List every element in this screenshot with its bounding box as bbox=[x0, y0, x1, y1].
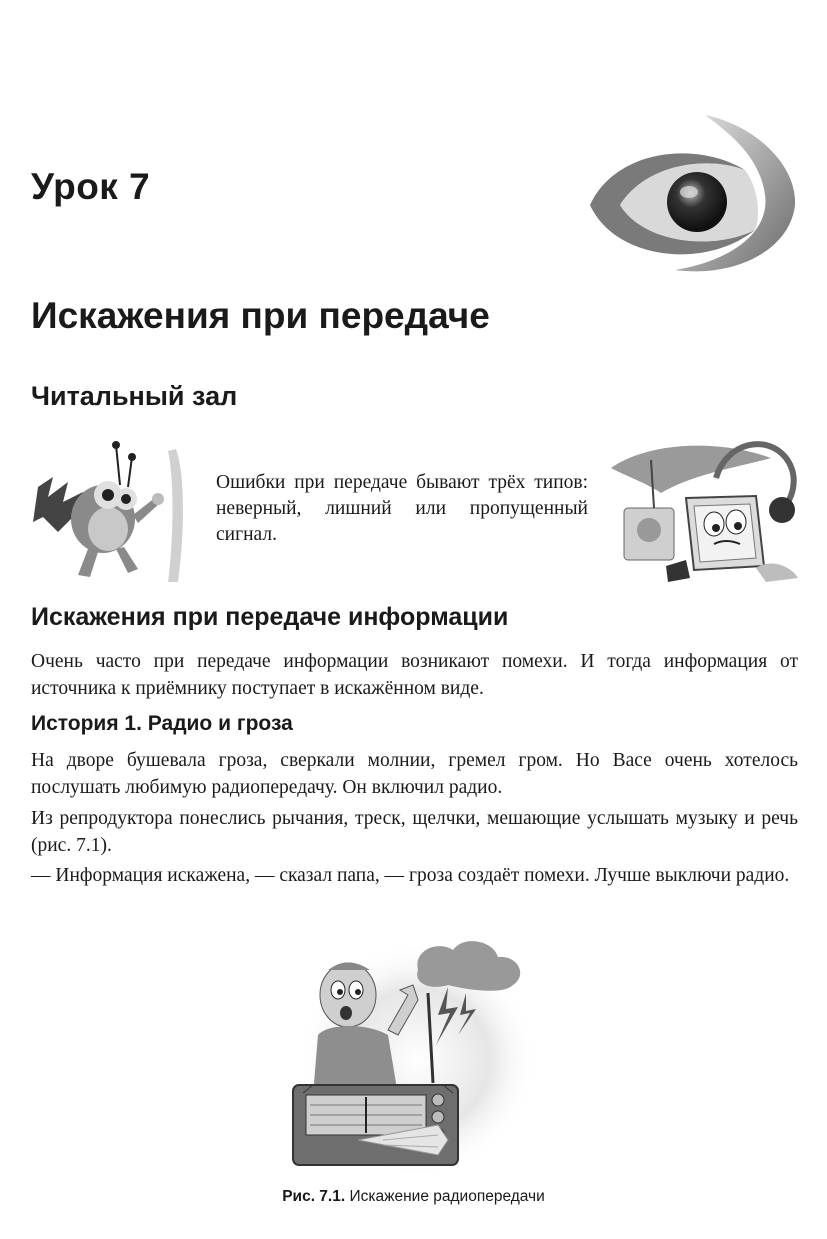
figure-label: Рис. 7.1. bbox=[282, 1188, 346, 1205]
story-title: История 1. Радио и гроза bbox=[31, 712, 293, 735]
section-heading-distortion: Искажения при передаче информации bbox=[31, 603, 509, 631]
computer-character-illustration bbox=[606, 438, 802, 584]
paragraph-2: На дворе бушевала гроза, сверкали молнии, гремел гром. Но Васе очень хотелось послушать любимую радиопередачу. Он включил радио. bbox=[31, 750, 798, 798]
paragraph-4: — Информация искажена, — сказал папа, — гроза создаёт помехи. Лучше выключи радио. bbox=[31, 865, 790, 886]
figure-caption bbox=[0, 1188, 827, 1206]
eye-logo-icon bbox=[585, 110, 800, 280]
hedgehog-illustration bbox=[28, 437, 193, 585]
paragraph-3: Из репродуктора понеслись рычания, треск, щелчки, мешающие услышать музыку и речь (рис. 7.1). bbox=[31, 808, 798, 856]
section-heading-reading: Читальный зал bbox=[31, 381, 238, 411]
page-title: Искажения при передаче bbox=[31, 295, 490, 336]
lesson-label: Урок 7 bbox=[31, 166, 151, 207]
figure-caption-text: Искажение радиопередачи bbox=[349, 1188, 545, 1205]
paragraph-1: Очень часто при передаче информации возникают помехи. И тогда информация от источника к приёмнику поступает в искажённом виде. bbox=[31, 651, 798, 699]
intro-text: Ошибки при передаче бывают трёх типов: неверный, лишний или пропущенный сигнал. bbox=[216, 472, 588, 545]
radio-storm-illustration bbox=[288, 935, 538, 1180]
